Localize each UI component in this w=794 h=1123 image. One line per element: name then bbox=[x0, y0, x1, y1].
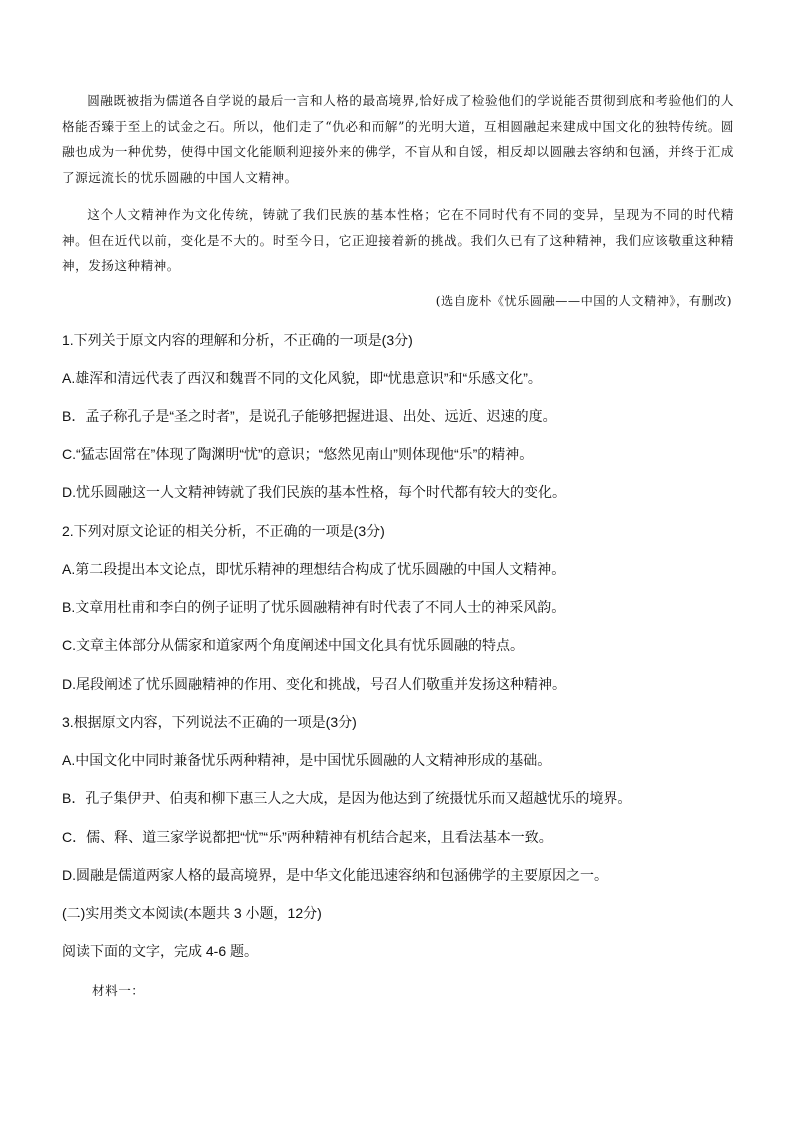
material-label: 材料一： bbox=[92, 983, 145, 998]
question-3-option-b: B．孔子集伊尹、伯夷和柳下惠三人之大成，是因为他达到了统摄忧乐而又超越忧乐的境界。 bbox=[62, 790, 632, 806]
question-3-option-a: A.中国文化中同时兼备忧乐两种精神，是中国忧乐圆融的人文精神形成的基础。 bbox=[62, 752, 552, 768]
question-3-option-c: C．儒、释、道三家学说都把“忧”“乐”两种精神有机结合起来，且看法基本一致。 bbox=[62, 829, 553, 845]
question-1-option-c: C.“猛志固常在”体现了陶渊明“忧”的意识；“悠然见南山”则体现他“乐”的精神。 bbox=[62, 446, 534, 462]
question-2-option-a: A.第二段提出本文论点，即忧乐精神的理想结合构成了忧乐圆融的中国人文精神。 bbox=[62, 561, 566, 577]
question-3-stem: 3.根据原文内容，下列说法不正确的一项是(3分) bbox=[62, 714, 357, 730]
question-1-option-d: D.忧乐圆融这一人文精神铸就了我们民族的基本性格，每个时代都有较大的变化。 bbox=[62, 484, 566, 500]
passage-paragraph-1: 圆融既被指为儒道各自学说的最后一言和人格的最高境界,恰好成了检验他们的学说能否贯彻到底和考验他们的人格能否臻于至上的试金之石。所以，他们走了“仇必和而解”的光明大道，互相圆融起来建成中国文化的独特传统。圆融也成为一种优势，使得中国文化能顺利迎接外来的佛学，不盲从和自馁，相反却以圆融去容纳和包涵，并终于汇成了源远流长的忧乐圆融的中国人文精神。 bbox=[62, 93, 734, 185]
question-1-option-a: A.雄浑和清远代表了西汉和魏晋不同的文化风貌，即“忧患意识”和“乐感文化”。 bbox=[62, 370, 542, 386]
question-3-option-d: D.圆融是儒道两家人格的最高境界，是中华文化能迅速容纳和包涵佛学的主要原因之一。 bbox=[62, 867, 608, 883]
passage-paragraph-2: 这个人文精神作为文化传统，铸就了我们民族的基本性格；它在不同时代有不同的变异，呈现为不同的时代精神。但在近代以前，变化是不大的。时至今日，它正迎接着新的挑战。我们久已有了这种精神，我们应该敬重这种精神，发扬这种精神。 bbox=[62, 207, 734, 273]
section-heading: (二)实用类文本阅读(本题共 3 小题，12分) bbox=[62, 905, 322, 921]
question-2-stem: 2.下列对原文论证的相关分析，不正确的一项是(3分) bbox=[62, 523, 385, 539]
section-instruction: 阅读下面的文字，完成 4-6 题。 bbox=[62, 943, 259, 959]
passage-source: (选自庞朴《忧乐圆融——中国的人文精神》，有删改) bbox=[435, 294, 732, 308]
question-2-option-d: D.尾段阐述了忧乐圆融精神的作用、变化和挑战，号召人们敬重并发扬这种精神。 bbox=[62, 676, 566, 692]
question-2-option-c: C.文章主体部分从儒家和道家两个角度阐述中国文化具有忧乐圆融的特点。 bbox=[62, 637, 524, 653]
question-1-option-b: B．孟子称孔子是“圣之时者”，是说孔子能够把握进退、出处、远近、迟速的度。 bbox=[62, 408, 557, 424]
question-2-option-b: B.文章用杜甫和李白的例子证明了忧乐圆融精神有时代表了不同人士的神采风韵。 bbox=[62, 599, 566, 615]
question-1-stem: 1.下列关于原文内容的理解和分析，不正确的一项是(3分) bbox=[62, 332, 413, 348]
